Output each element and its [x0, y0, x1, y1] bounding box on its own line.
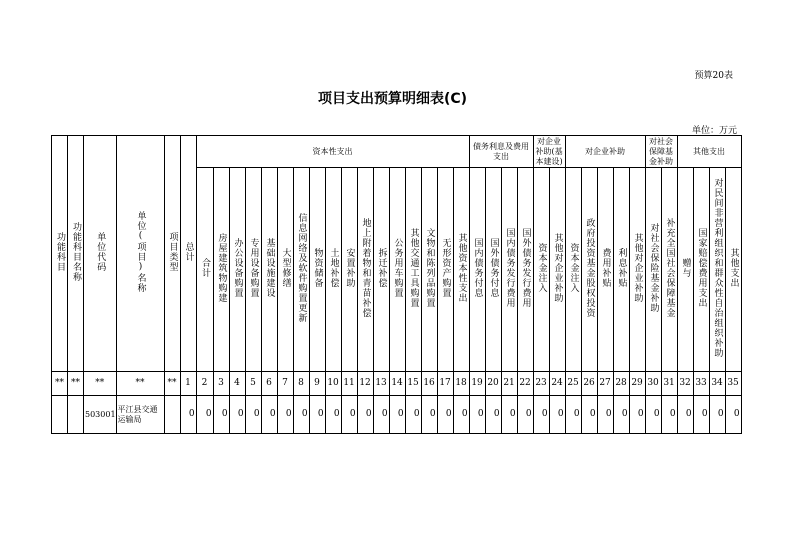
cell-unit-code: 503001	[84, 396, 117, 434]
budget-table	[51, 135, 742, 434]
table-row	[52, 396, 742, 434]
cell-value: 0	[373, 396, 389, 434]
sub-col-header: 其他交通工具购置	[405, 168, 421, 372]
cell-value: 0	[613, 396, 629, 434]
sub-col-header: 对民间非营利组织和群众性自治组织补助	[709, 168, 725, 372]
cell-value: 0	[549, 396, 565, 434]
sub-col-header: 合计	[196, 168, 213, 372]
index-cell: 1	[180, 372, 196, 396]
index-cell: 30	[645, 372, 661, 396]
sub-col-header: 地上附着物和青苗补偿	[357, 168, 373, 372]
index-cell: 8	[293, 372, 309, 396]
cell-value: 0	[597, 396, 613, 434]
group-social-security: 对社会保障基金补助	[645, 136, 677, 168]
cell-value: 0	[677, 396, 693, 434]
index-cell: 7	[277, 372, 293, 396]
index-cell: 22	[517, 372, 533, 396]
cell-value: 0	[437, 396, 453, 434]
cell-value: 0	[453, 396, 469, 434]
sub-col-header: 办公设备购置	[229, 168, 245, 372]
cell-value: 0	[389, 396, 405, 434]
sub-col-header: 资本金注入	[533, 168, 549, 372]
index-cell: 28	[613, 372, 629, 396]
col-unit-code: 单位代码	[84, 136, 117, 372]
cell-value: 0	[517, 396, 533, 434]
index-cell: **	[116, 372, 164, 396]
sub-col-header: 政府投资基金股权投资	[581, 168, 597, 372]
sub-col-header: 赠与	[677, 168, 693, 372]
index-cell: 16	[421, 372, 437, 396]
index-cell: 9	[309, 372, 325, 396]
col-func-subject: 功能科目	[52, 136, 68, 372]
cell-value: 0	[693, 396, 709, 434]
sub-col-header: 国内债务付息	[469, 168, 485, 372]
sub-col-header: 房屋建筑物购建	[213, 168, 229, 372]
sub-col-header: 国外债务付息	[485, 168, 501, 372]
index-cell: 32	[677, 372, 693, 396]
cell-value: 0	[261, 396, 277, 434]
group-capital: 资本性支出	[196, 136, 469, 168]
cell-project-type	[164, 396, 180, 434]
cell-value: 0	[725, 396, 741, 434]
cell-value: 0	[341, 396, 357, 434]
index-cell: 12	[357, 372, 373, 396]
index-cell: 25	[565, 372, 581, 396]
col-project-type: 项目类型	[164, 136, 180, 372]
cell-value: 0	[213, 396, 229, 434]
sub-col-header: 物资储备	[309, 168, 325, 372]
sub-col-header: 其他资本性支出	[453, 168, 469, 372]
sub-col-header: 国内债务发行费用	[501, 168, 517, 372]
index-cell: 21	[501, 372, 517, 396]
page-title: 项目支出预算明细表(C)	[317, 91, 468, 107]
cell-value: 0	[180, 396, 196, 434]
index-cell: 6	[261, 372, 277, 396]
sub-col-header: 专用设备购置	[245, 168, 261, 372]
index-cell: 29	[629, 372, 645, 396]
cell-value: 0	[309, 396, 325, 434]
col-func-subject-name: 功能科目名称	[68, 136, 84, 372]
cell-value: 0	[245, 396, 261, 434]
index-cell: 31	[661, 372, 677, 396]
sub-col-header: 无形资产购置	[437, 168, 453, 372]
group-debt: 债务利息及费用支出	[469, 136, 533, 168]
group-header-row	[52, 136, 742, 168]
sub-col-header: 国外债务发行费用	[517, 168, 533, 372]
cell-value: 0	[645, 396, 661, 434]
index-cell: 4	[229, 372, 245, 396]
unit-label: 单位：万元	[691, 126, 737, 136]
group-enterprise-subsidy: 对企业补助	[565, 136, 645, 168]
cell-value: 0	[709, 396, 725, 434]
cell-value: 0	[469, 396, 485, 434]
sub-col-header: 公务用车购置	[389, 168, 405, 372]
index-cell: 10	[325, 372, 341, 396]
index-cell: **	[68, 372, 84, 396]
sub-col-header: 基础设施建设	[261, 168, 277, 372]
cell-func-subject	[52, 396, 68, 434]
index-cell: 35	[725, 372, 741, 396]
sub-col-header: 安置补助	[341, 168, 357, 372]
sub-col-header: 费用补贴	[597, 168, 613, 372]
sub-col-header: 其他支出	[725, 168, 741, 372]
index-cell: 18	[453, 372, 469, 396]
cell-value: 0	[629, 396, 645, 434]
index-cell: 20	[485, 372, 501, 396]
cell-value: 0	[357, 396, 373, 434]
cell-value: 0	[277, 396, 293, 434]
group-other: 其他支出	[677, 136, 741, 168]
index-cell: 14	[389, 372, 405, 396]
sub-col-header: 信息网络及软件购置更新	[293, 168, 309, 372]
group-enterprise-capital: 对企业补助(基本建设)	[533, 136, 565, 168]
sub-col-header: 补充全国社会保障基金	[661, 168, 677, 372]
cell-value: 0	[565, 396, 581, 434]
index-cell: **	[164, 372, 180, 396]
cell-value: 0	[661, 396, 677, 434]
sub-col-header: 利息补贴	[613, 168, 629, 372]
sub-col-header: 其他对企业补助	[629, 168, 645, 372]
sub-col-header: 拆迁补偿	[373, 168, 389, 372]
index-cell: 26	[581, 372, 597, 396]
cell-value: 0	[533, 396, 549, 434]
index-cell: 13	[373, 372, 389, 396]
cell-func-subject-name	[68, 396, 84, 434]
form-number: 预算20表	[694, 71, 733, 81]
sub-col-header: 国家赔偿费用支出	[693, 168, 709, 372]
cell-value: 0	[485, 396, 501, 434]
cell-value: 0	[501, 396, 517, 434]
sub-col-header: 资本金注入	[565, 168, 581, 372]
index-cell: 5	[245, 372, 261, 396]
cell-value: 0	[405, 396, 421, 434]
index-row	[52, 372, 742, 396]
index-cell: 17	[437, 372, 453, 396]
index-cell: 34	[709, 372, 725, 396]
cell-value: 0	[325, 396, 341, 434]
index-cell: 3	[213, 372, 229, 396]
index-cell: 19	[469, 372, 485, 396]
sub-col-header: 其他对企业补助	[549, 168, 565, 372]
cell-value: 0	[229, 396, 245, 434]
sub-col-header: 土地补偿	[325, 168, 341, 372]
col-unit-name: 单位(项目)名称	[116, 136, 164, 372]
index-cell: **	[52, 372, 68, 396]
index-cell: 33	[693, 372, 709, 396]
sub-col-header: 对社会保险基金补助	[645, 168, 661, 372]
sub-col-header: 文物和陈列品购置	[421, 168, 437, 372]
index-cell: 2	[196, 372, 213, 396]
cell-value: 0	[293, 396, 309, 434]
index-cell: 23	[533, 372, 549, 396]
index-cell: 15	[405, 372, 421, 396]
index-cell: 27	[597, 372, 613, 396]
index-cell: **	[84, 372, 117, 396]
cell-value: 0	[581, 396, 597, 434]
cell-value: 0	[421, 396, 437, 434]
index-cell: 11	[341, 372, 357, 396]
col-total: 总计	[180, 136, 196, 372]
cell-value: 0	[196, 396, 213, 434]
cell-unit-name: 平江县交通运输局	[116, 396, 164, 434]
index-cell: 24	[549, 372, 565, 396]
sub-col-header: 大型修缮	[277, 168, 293, 372]
